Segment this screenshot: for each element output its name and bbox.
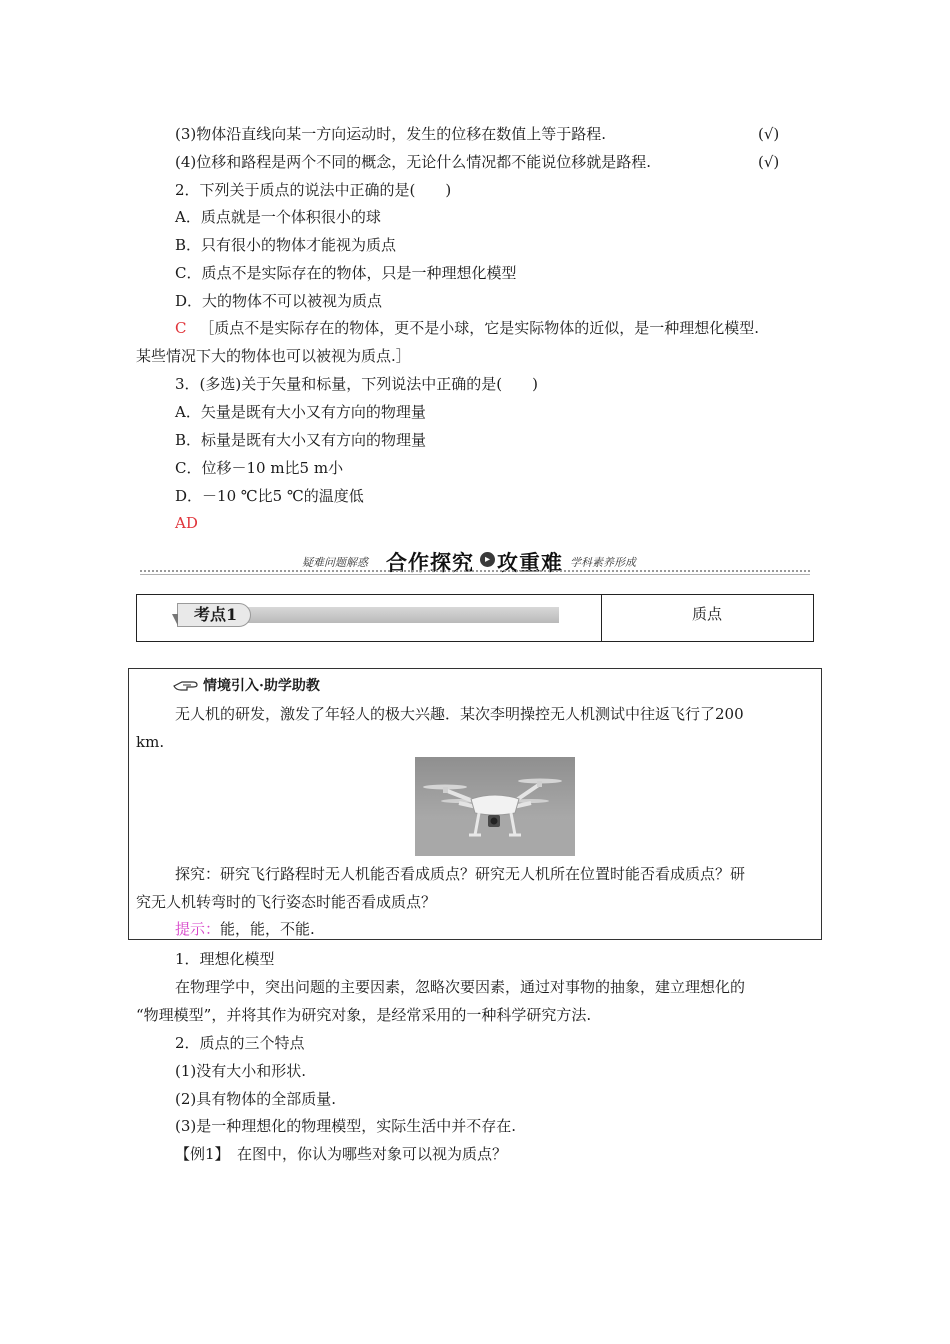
section-heading-1: 1．理想化模型 [175, 950, 275, 968]
question-3-option-d: D．－10 ℃比5 ℃的温度低 [175, 487, 364, 505]
question-2-option-c: C．质点不是实际存在的物体，只是一种理想化模型 [175, 264, 517, 282]
banner-title-1: 合作探究 [386, 550, 474, 575]
question-3-option-a: A．矢量是既有大小又有方向的物理量 [175, 403, 426, 421]
question-3-stem: 3．(多选)关于矢量和标量，下列说法中正确的是( ) [175, 375, 538, 393]
scene-paragraph: 无人机的研发，激发了年轻人的极大兴趣．某次李明操控无人机测试中往返飞行了200 [175, 705, 744, 723]
feature-1: (1)没有大小和形状. [175, 1062, 307, 1080]
question-3-option-b: B．标量是既有大小又有方向的物理量 [175, 431, 427, 449]
question-2-stem: 2．下列关于质点的说法中正确的是( ) [175, 181, 452, 199]
paragraph-1-cont: “物理模型”，并将其作为研究对象，是经常采用的一种科学研究方法. [136, 1006, 592, 1024]
hint-text: 能，能，不能. [220, 920, 315, 938]
arrow-icon: ▸ [480, 552, 495, 567]
kaodian-title: 质点 [691, 605, 722, 623]
question-2-option-b: B．只有很小的物体才能视为质点 [175, 236, 397, 254]
kaodian-table [136, 594, 814, 642]
example-1: 【例1】 在图中，你认为哪些对象可以视为质点？ [175, 1145, 508, 1163]
question-3-option-c: C．位移－10 m比5 m小 [175, 459, 344, 477]
hint-line [175, 919, 315, 939]
scene-heading [173, 675, 320, 695]
kaodian-badge [177, 603, 559, 627]
check-mark: (√) [758, 153, 780, 171]
banner-left-text: 疑难问题解惑 [302, 556, 368, 569]
review-item-4: (4)位移和路程是两个不同的概念，无论什么情况都不能说位移就是路程. [175, 153, 652, 171]
banner-right-text: 学科素养形成 [570, 556, 636, 569]
kaodian-bar [207, 607, 559, 623]
feature-2: (2)具有物体的全部质量. [175, 1090, 337, 1108]
banner-title-2: 攻重难 [497, 550, 563, 575]
question-2-explanation: ［质点不是实际存在的物体，更不是小球，它是实际物体的近似，是一种理想化模型. [199, 319, 760, 337]
question-2-option-d: D．大的物体不可以被视为质点 [175, 292, 383, 310]
banner-dotted-rule [140, 570, 810, 572]
section-heading-2: 2．质点的三个特点 [175, 1034, 305, 1052]
paragraph-1: 在物理学中，突出问题的主要因素，忽略次要因素，通过对事物的抽象，建立理想化的 [175, 978, 746, 996]
hint-label: 提示： [175, 920, 221, 938]
scene-paragraph-cont: km. [136, 733, 165, 751]
probe-text-cont: 究无人机转弯时的飞行姿态时能否看成质点？ [136, 893, 437, 911]
probe-text: 探究：研究飞行路程时无人机能否看成质点？研究无人机所在位置时能否看成质点？研 [175, 865, 746, 883]
banner-rule [140, 574, 810, 575]
question-2-option-a: A．质点就是一个体积很小的球 [175, 208, 381, 226]
check-mark: (√) [758, 125, 780, 143]
question-2-explanation-cont: 某些情况下大的物体也可以被视为质点.］ [136, 347, 411, 365]
kaodian-tab: 考点1 [177, 603, 251, 627]
drone-photo [415, 757, 575, 856]
section-banner [140, 550, 810, 574]
pointing-hand-icon [173, 679, 199, 693]
question-2-answer: C [175, 319, 187, 337]
question-2-answer-line [175, 318, 759, 338]
question-3-answer: AD [175, 514, 198, 532]
feature-3: (3)是一种理想化的物理模型，实际生活中并不存在. [175, 1117, 517, 1135]
review-item-3: (3)物体沿直线向某一方向运动时，发生的位移在数值上等于路程. [175, 125, 607, 143]
scene-heading-text: 情境引入·助学助教 [203, 678, 320, 694]
